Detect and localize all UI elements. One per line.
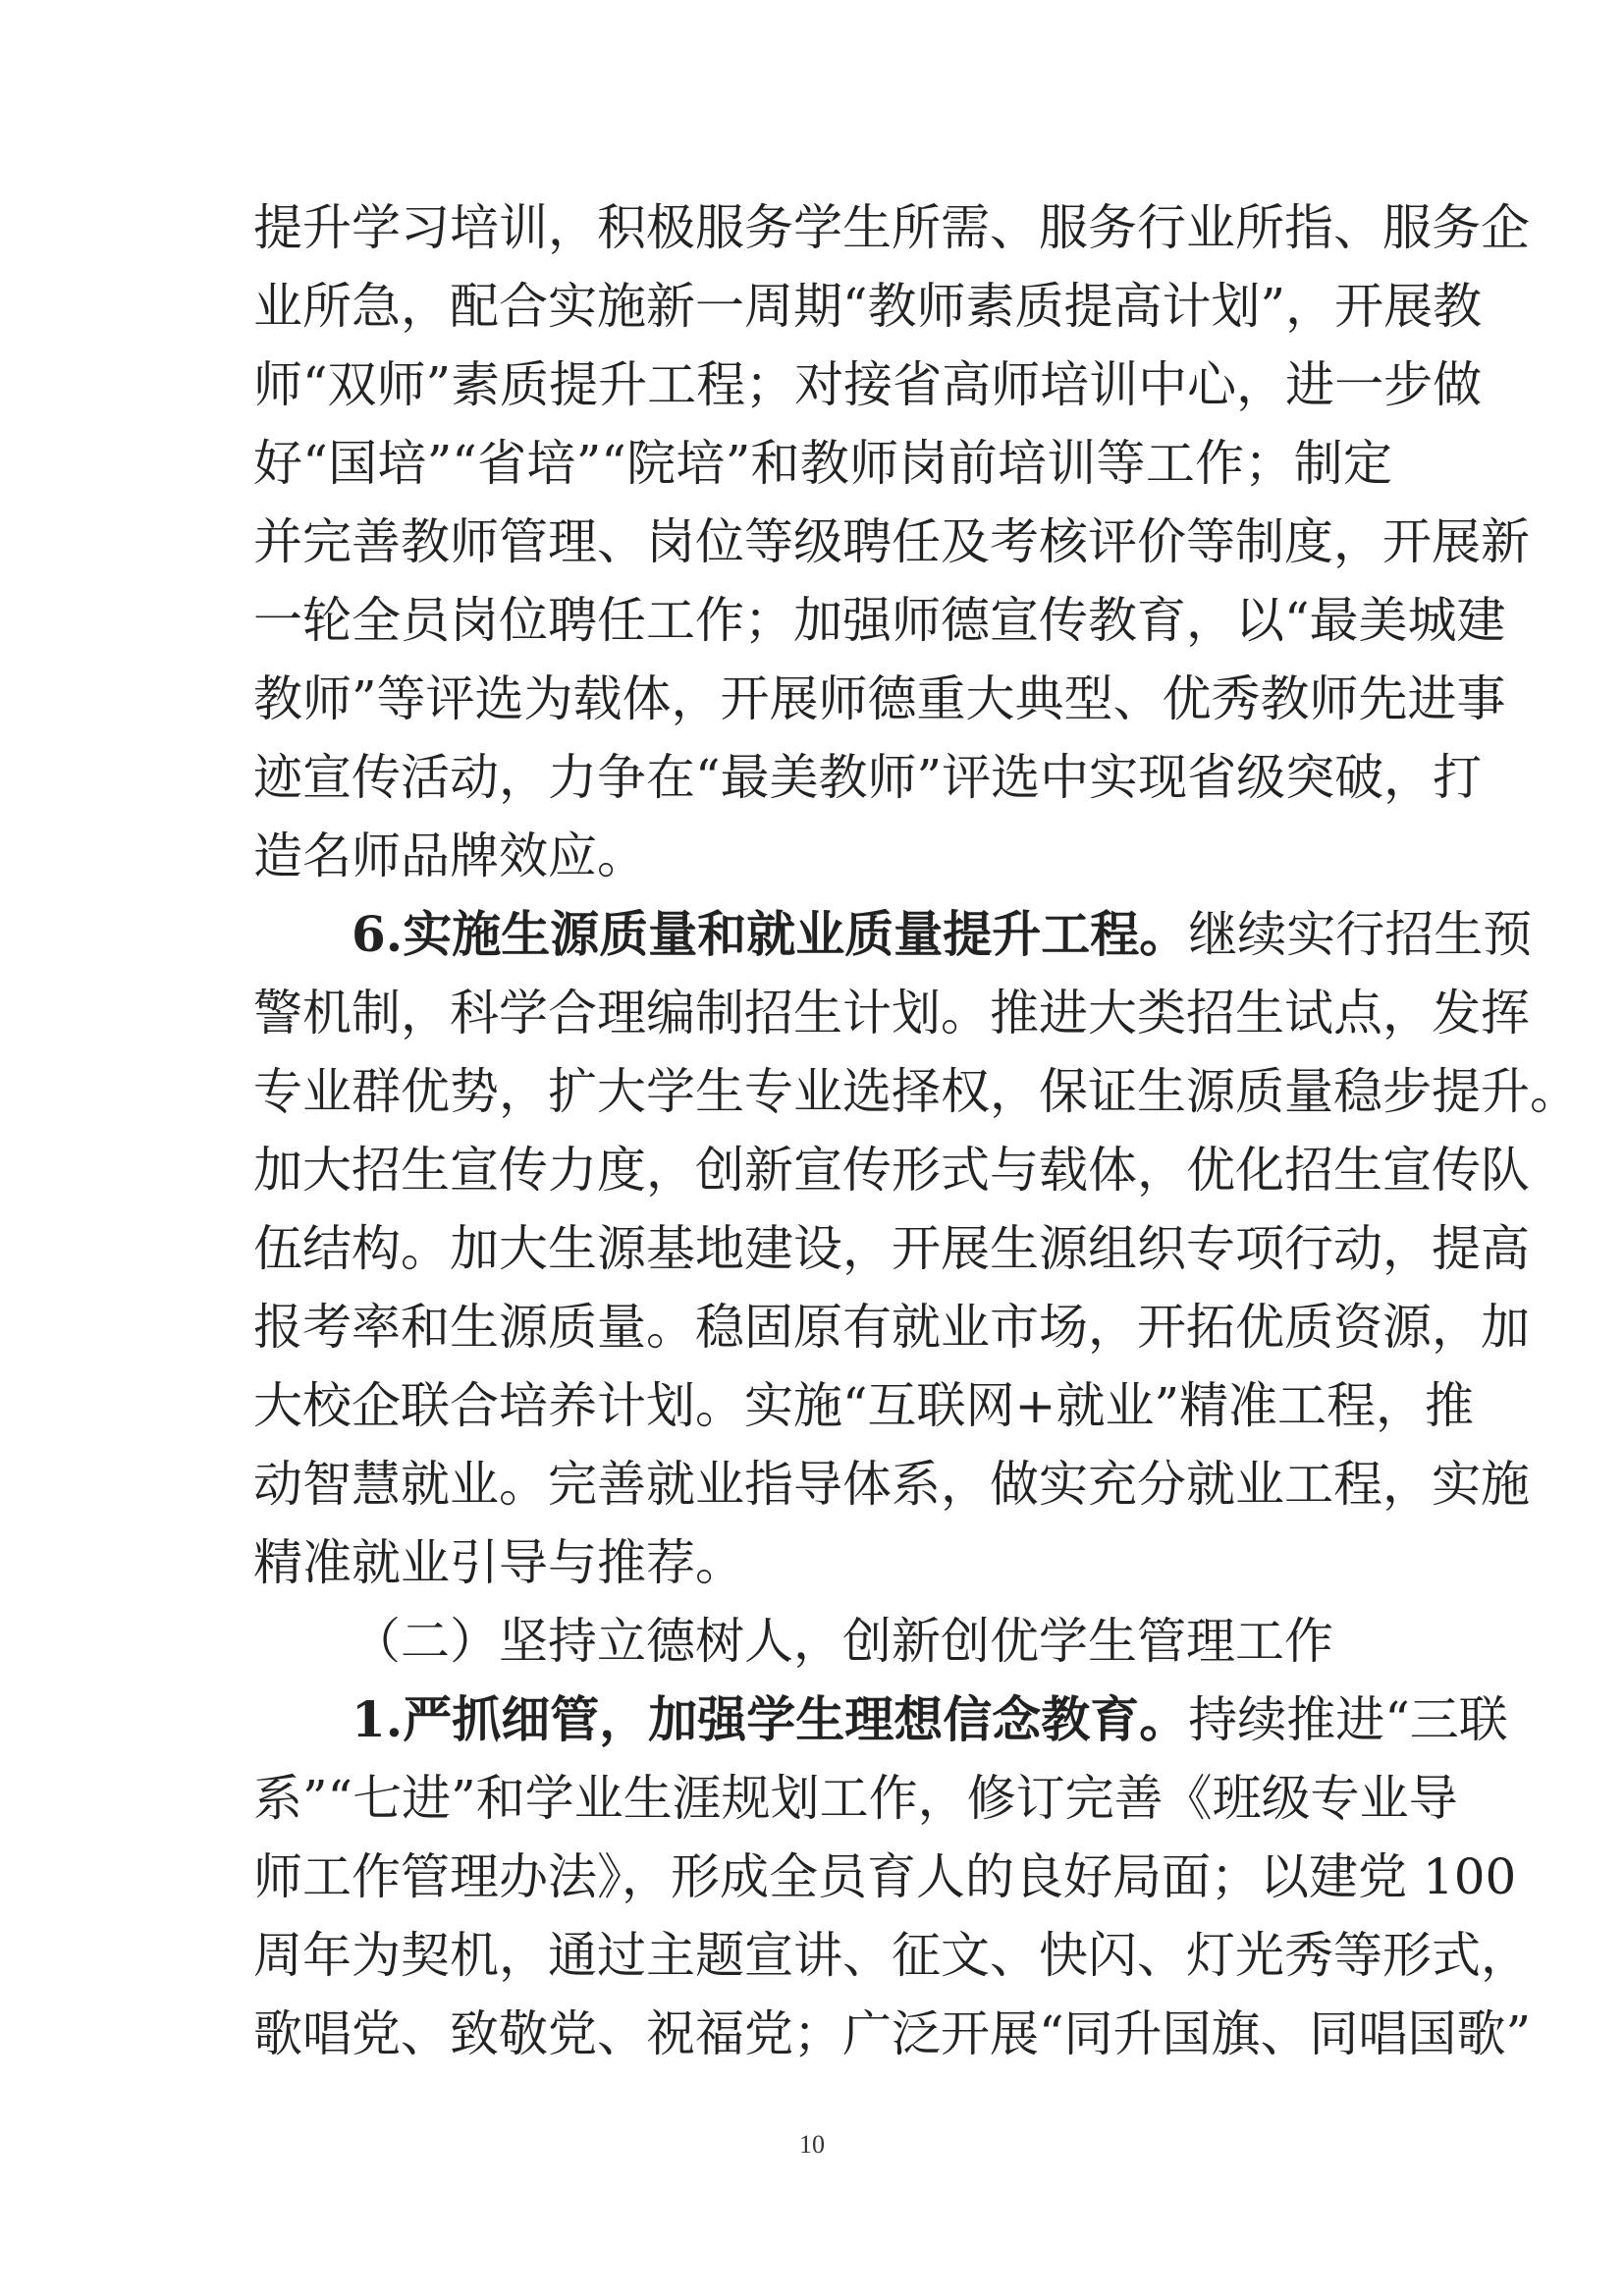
paragraph-2-line-4: 加大招生宣传力度，创新宣传形式与载体，优化招生宣传队 (253, 1142, 1530, 1199)
paragraph-1-line-8: 迹宣传活动，力争在“最美教师”评选中实现省级突破，打 (253, 749, 1483, 806)
paragraph-3-line-3: 师工作管理办法》，形成全员育人的良好局面；以建党 100 (253, 1848, 1517, 1905)
paragraph-2-line-8: 动智慧就业。完善就业指导体系，做实充分就业工程，实施 (253, 1456, 1530, 1513)
paragraph-3-heading: 1.严抓细管，加强学生理想信念教育。 (352, 1690, 1189, 1748)
section-heading: （二）坚持立德树人，创新创优学生管理工作 (352, 1613, 1333, 1670)
paragraph-1-line-1: 提升学习培训，积极服务学生所需、服务行业所指、服务企 (253, 199, 1530, 256)
paragraph-2-line-5: 伍结构。加大生源基地建设，开展生源组织专项行动，提高 (253, 1220, 1530, 1277)
paragraph-1-line-3: 师“双师”素质提升工程；对接省高师培训中心，进一步做 (253, 356, 1483, 413)
paragraph-2-line-9: 精准就业引导与推荐。 (253, 1534, 744, 1591)
paragraph-2-line-2: 警机制，科学合理编制招生计划。推进大类招生试点，发挥 (253, 985, 1530, 1041)
paragraph-1-line-2: 业所急，配合实施新一周期“教师素质提高计划”，开展教 (253, 278, 1483, 335)
paragraph-1-line-9: 造名师品牌效应。 (253, 828, 646, 884)
paragraph-3-first-rest: 持续推进“三联 (1188, 1691, 1508, 1748)
paragraph-1-line-7: 教师”等评选为载体，开展师德重大典型、优秀教师先进事 (253, 670, 1506, 727)
paragraph-3-line-2: 系”“七进”和学业生涯规划工作，修订完善《班级专业导 (253, 1770, 1458, 1827)
paragraph-1-line-6: 一轮全员岗位聘任工作；加强师德宣传教育，以“最美城建 (253, 592, 1506, 649)
paragraph-1-line-5: 并完善教师管理、岗位等级聘任及考核评价等制度，开展新 (253, 513, 1530, 570)
paragraph-1-line-4: 好“国培”“省培”“院培”和教师岗前培训等工作；制定 (253, 435, 1392, 492)
paragraph-3-line-4: 周年为契机，通过主题宣讲、征文、快闪、灯光秀等形式， (253, 1927, 1530, 1984)
paragraph-3-line-5: 歌唱党、致敬党、祝福党；广泛开展“同升国旗、同唱国歌” (253, 2005, 1532, 2062)
paragraph-2-line-3: 专业群优势，扩大学生专业选择权，保证生源质量稳步提升。 (253, 1063, 1579, 1120)
paragraph-3-first-line (352, 1681, 1508, 1759)
page-number: 10 (799, 2130, 825, 2159)
paragraph-2-heading: 6.实施生源质量和就业质量提升工程。 (352, 905, 1189, 963)
paragraph-2-first-rest: 继续实行招生预 (1188, 906, 1533, 963)
paragraph-2-line-6: 报考率和生源质量。稳固原有就业市场，开拓优质资源，加 (253, 1299, 1530, 1356)
paragraph-2-first-line (352, 895, 1533, 974)
paragraph-2-line-7: 大校企联合培养计划。实施“互联网+就业”精准工程，推 (253, 1377, 1475, 1434)
